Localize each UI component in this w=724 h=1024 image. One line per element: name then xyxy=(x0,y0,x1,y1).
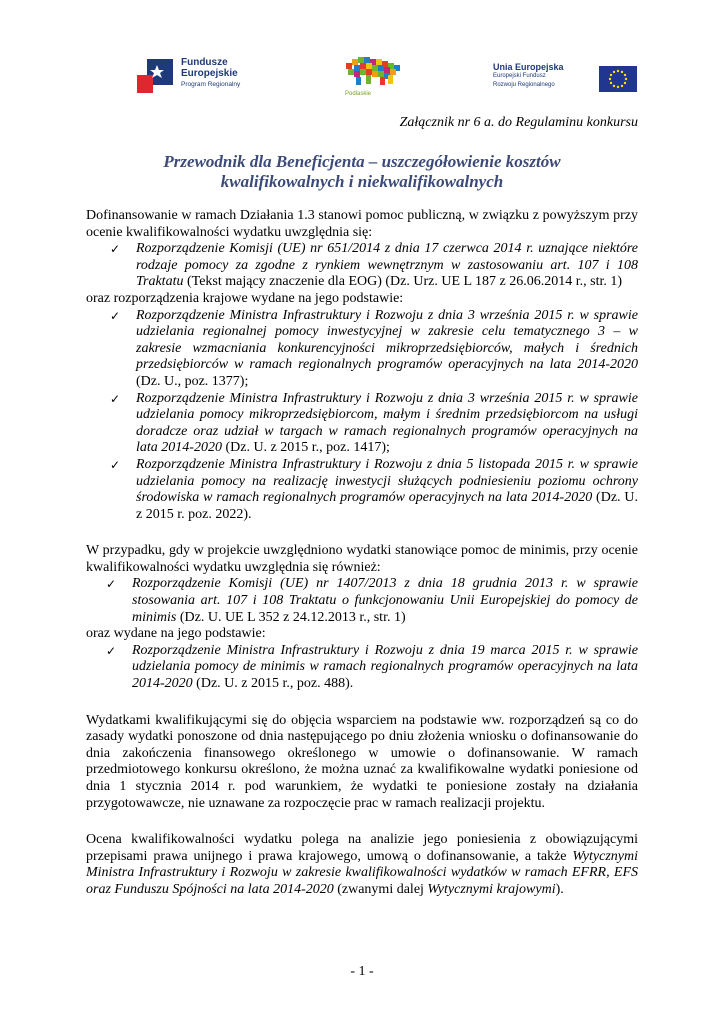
eu-flag-icon xyxy=(599,66,637,92)
header-logos xyxy=(113,47,648,107)
podlaskie-logo xyxy=(338,51,408,103)
section1-intro: Dofinansowanie w ramach Działania 1.3 stanowi pomoc publiczną, w związku z powyższym przy ocenie kwalifikowalności wydatku uwzględnia się: xyxy=(86,208,638,240)
list-item xyxy=(86,457,638,523)
podlaskie-logo-label: Podlaskie xyxy=(345,91,372,97)
fe-logo-line1: Fundusze xyxy=(181,57,228,68)
regulation-ref: (Dz. U. UE L 352 z 24.12.2013 r., str. 1) xyxy=(176,609,406,625)
regulation-ref: (Dz. U. z 2015 r. poz. 2022). xyxy=(136,490,638,522)
regulation-title: Rozporządzenie Ministra Infrastruktury i Rozwoju z dnia 3 września 2015 r. w sprawie udzielania regionalnej pomocy inwestycyjnej w zakresie celu tematycznego 3 – w zakresie wzmacniania konkurencyjności mikroprzedsiębiorców, małych i średnich przedsiębiorców w ramach regionalnych programów operacyjnych na lata 2014-2020 xyxy=(136,307,638,373)
assessment-short-name: Wytycznymi krajowymi xyxy=(427,881,556,897)
regulation-ref: (Dz. U. z 2015 r., poz. 488). xyxy=(192,676,354,692)
section2-national-intro: oraz wydane na jego podstawie: xyxy=(86,626,266,642)
regulation-ref: (Dz. U., poz. 1377); xyxy=(136,373,249,389)
page-title-line1: Przewodnik dla Beneficjenta – uszczegółowienie kosztów xyxy=(163,152,561,171)
assessment-text-1: Ocena kwalifikowalności wydatku polega na analizie jego poniesienia z obowiązującymi przepisami prawa unijnego i prawa krajowego, umową o dofinansowanie, a także xyxy=(86,832,638,864)
checkmark-icon: ✓ xyxy=(106,643,117,658)
document-body xyxy=(86,208,638,899)
checkmark-icon: ✓ xyxy=(110,457,121,472)
section2-intro: W przypadku, gdy w projekcie uwzględniono wydatki stanowiące pomoc de minimis, przy ocenie kwalifikowalności wydatku uwzględnia się również: xyxy=(86,543,638,575)
assessment-text-3: ). xyxy=(555,881,564,897)
paragraph-assessment xyxy=(86,832,638,898)
list-item xyxy=(86,241,638,291)
fe-logo-line2: Europejskie xyxy=(181,68,238,79)
assessment-guidelines: Wytycznymi Ministra Infrastruktury i Rozwoju w zakresie kwalifikowalności wydatków w ramach EFRR, EFS oraz Funduszu Spójności na lata 2014-2020 xyxy=(86,848,638,897)
ue-logo-line3: Rozwoju Regionalnego xyxy=(493,82,555,88)
section1-national-intro: oraz rozporządzenia krajowe wydane na jego podstawie: xyxy=(86,290,404,306)
list-item xyxy=(86,643,638,693)
checkmark-icon: ✓ xyxy=(110,308,121,323)
fe-logo-line3: Program Regionalny xyxy=(181,81,241,88)
annex-label: Załącznik nr 6 a. do Regulaminu konkursu xyxy=(399,115,638,130)
fe-star-icon xyxy=(135,57,177,95)
regulation-title: Rozporządzenie Komisji (UE) nr 1407/2013 z dnia 18 grudnia 2013 r. w sprawie stosowania art. 107 i 108 Traktatu o funkcjonowaniu Unii Europejskiej do pomocy de minimis xyxy=(132,576,638,625)
regulation-ref: (Tekst mający znaczenie dla EOG) (Dz. Urz. UE L 187 z 26.06.2014 r., str. 1) xyxy=(183,274,623,290)
list-item xyxy=(86,308,638,391)
bison-icon xyxy=(338,51,408,91)
page-title-line2: kwalifikowalnych i niekwalifikowalnych xyxy=(220,172,504,191)
checkmark-icon: ✓ xyxy=(110,242,121,257)
checkmark-icon: ✓ xyxy=(110,391,121,406)
list-item xyxy=(86,576,638,626)
ue-logo-line1: Unia Europejska xyxy=(493,62,564,72)
regulation-title: Rozporządzenie Ministra Infrastruktury i Rozwoju z dnia 3 września 2015 r. w sprawie udzielania pomocy mikroprzedsiębiorcom, małym i średnim przedsiębiorcom na usługi doradcze oraz udział w targach w ramach regionalnych programów operacyjnych na lata 2014-2020 xyxy=(136,390,638,456)
page-number: - 1 - xyxy=(350,964,374,979)
regulation-ref: (Dz. U. z 2015 r., poz. 1417); xyxy=(221,440,390,456)
assessment-text-2: (zwanymi dalej xyxy=(333,881,428,897)
ue-logo-line2: Europejski Fundusz xyxy=(493,73,546,79)
paragraph-eligibility: Wydatkami kwalifikującymi się do objęcia wsparciem na podstawie ww. rozporządzeń są co do zasady wydatki ponoszone od dnia następującego po dniu złożenia wniosku o dofinansowanie do dnia zakończenia finansowego określonego w umowie o dofinansowanie. W ramach przedmiotowego konkursu określono, że można uznać za kwalifikowalne wydatki poniesione od dnia 1 stycznia 2014 r. pod warunkiem, że wydatki te poniesione zostały na działania przygotowawcze, nie uznawane za rozpoczęcie prac w ramach realizacji projektu. xyxy=(86,712,638,811)
page-title xyxy=(100,152,624,192)
checkmark-icon: ✓ xyxy=(106,577,117,592)
regulation-title: Rozporządzenie Ministra Infrastruktury i Rozwoju z dnia 5 listopada 2015 r. w sprawie udzielania pomocy na realizację inwestycji służących podniesieniu poziomu ochrony środowiska w ramach regionalnych programów operacyjnych na lata 2014-2020 xyxy=(136,456,638,506)
regulation-title: Rozporządzenie Komisji (UE) nr 651/2014 z dnia 17 czerwca 2014 r. uznające niektóre rodzaje pomocy za zgodne z rynkiem wewnętrznym w zastosowaniu art. 107 i 108 Traktatu xyxy=(136,241,638,290)
list-item xyxy=(86,391,638,457)
regulation-title: Rozporządzenie Ministra Infrastruktury i Rozwoju z dnia 19 marca 2015 r. w sprawie udzielania pomocy de minimis w ramach regionalnych programów operacyjnych na lata 2014-2020 xyxy=(132,642,638,692)
